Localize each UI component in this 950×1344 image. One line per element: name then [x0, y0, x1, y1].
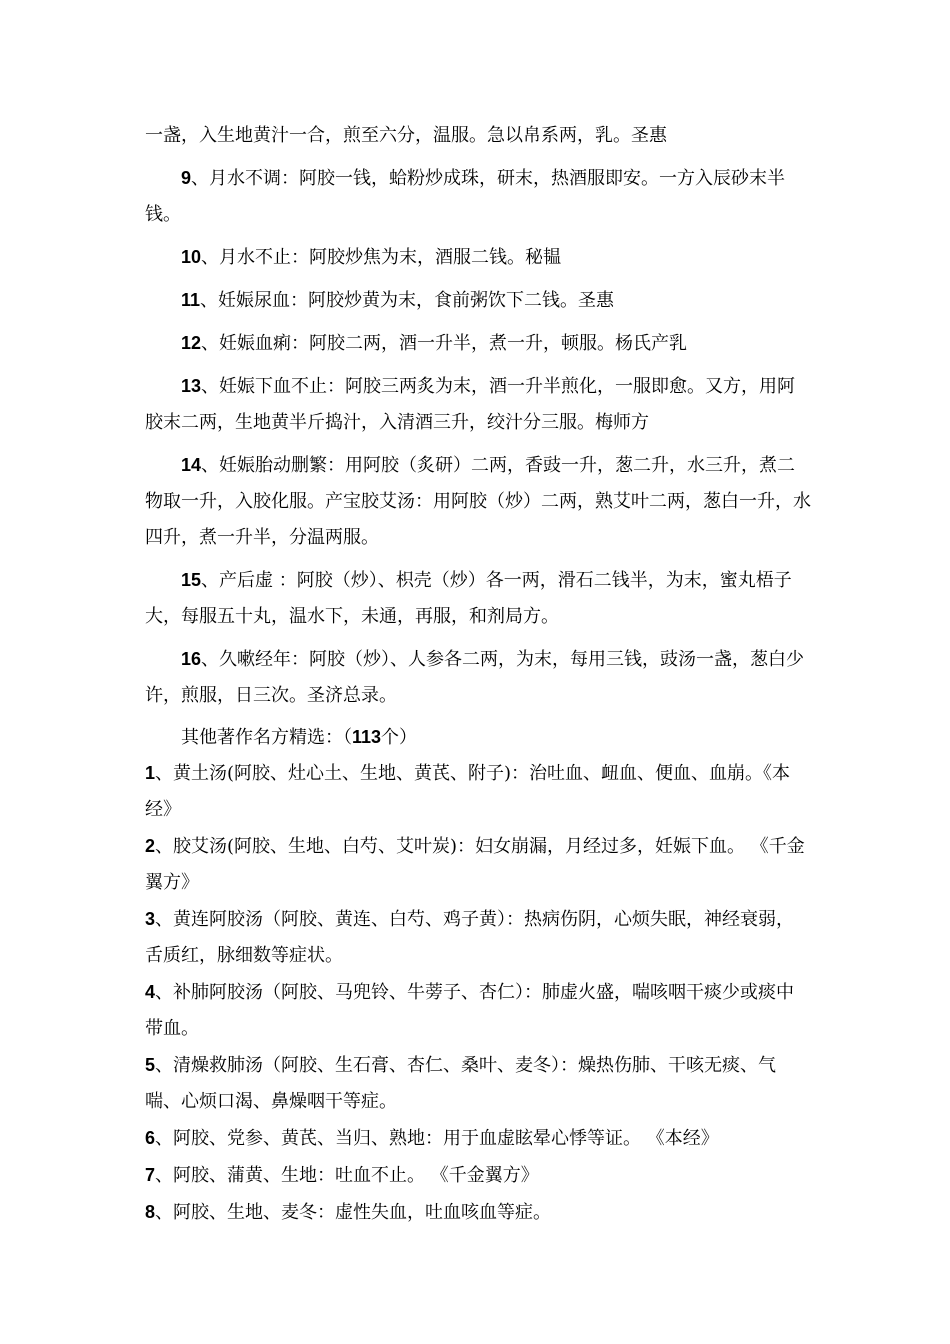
paragraph-item-11: 11、妊娠尿血：阿胶炒黄为末，食前粥饮下二钱。圣惠 [181, 290, 615, 311]
paragraph-item-12: 12、妊娠血痢：阿胶二两，酒一升半，煮一升，顿服。杨氏产乳 [181, 333, 688, 354]
formula-item-3: 3、黄连阿胶汤（阿胶、黄连、白芍、鸡子黄）：热病伤阴，心烦失眠，神经衰弱，舌质红，脉细数等症状。 [145, 909, 795, 966]
formula-item-5: 5、清燥救肺汤（阿胶、生石膏、杏仁、桑叶、麦冬）：燥热伤肺、干咳无痰、气喘、心烦口渴、鼻燥咽干等症。 [145, 1055, 777, 1112]
paragraph-item-10: 10、月水不止：阿胶炒焦为末，酒服二钱。秘韫 [181, 247, 562, 268]
paragraph-item-9: 9、月水不调：阿胶一钱，蛤粉炒成珠，研末，热酒服即安。一方入辰砂末半钱。 [145, 168, 786, 225]
formula-item-4: 4、补肺阿胶汤（阿胶、马兜铃、牛蒡子、杏仁）：肺虚火盛，喘咳咽干痰少或痰中带血。 [145, 982, 795, 1039]
formula-item-1: 1、黄土汤(阿胶、灶心土、生地、黄芪、附子)：治吐血、衄血、便血、血崩。《本经》 [145, 763, 791, 820]
text-body [145, 118, 811, 1231]
formula-item-7: 7、阿胶、蒲黄、生地：吐血不止。 《千金翼方》 [145, 1165, 539, 1186]
paragraph-item-13: 13、妊娠下血不止：阿胶三两炙为末，酒一升半煎化，一服即愈。又方，用阿胶末二两，生地黄半斤捣汁，入清酒三升，绞汁分三服。梅师方 [145, 376, 796, 433]
paragraph-item-15: 15、产后虚 ：阿胶（炒）、枳壳（炒）各一两，滑石二钱半，为末，蜜丸梧子大，每服五十丸，温水下，未通，再服，和剂局方。 [145, 570, 792, 627]
paragraph-continuation: 一盏，入生地黄汁一合，煎至六分，温服。急以帛系两，乳。圣惠 [145, 125, 667, 146]
formula-item-2: 2、胶艾汤(阿胶、生地、白芍、艾叶炭)：妇女崩漏，月经过多，妊娠下血。 《千金翼方》 [145, 836, 805, 893]
formula-item-8: 8、阿胶、生地、麦冬：虚性失血，吐血咳血等症。 [145, 1202, 552, 1223]
formula-item-6: 6、阿胶、党参、黄芪、当归、熟地：用于血虚眩晕心悸等证。 《本经》 [145, 1128, 719, 1149]
formula-list [145, 755, 811, 1231]
paragraph-item-14: 14、妊娠胎动删繁：用阿胶（炙研）二两，香豉一升，葱二升，水三升，煮二物取一升，入胶化服。产宝胶艾汤：用阿胶（炒）二两，熟艾叶二两，葱白一升，水四升，煮一升半，分温两服。 [145, 455, 811, 548]
paragraph-item-16: 16、久嗽经年：阿胶（炒）、人参各二两，为末，每用三钱，豉汤一盏，葱白少许，煎服，日三次。圣济总录。 [145, 649, 805, 706]
section-heading: 其他著作名方精选：（113个） [181, 727, 418, 748]
